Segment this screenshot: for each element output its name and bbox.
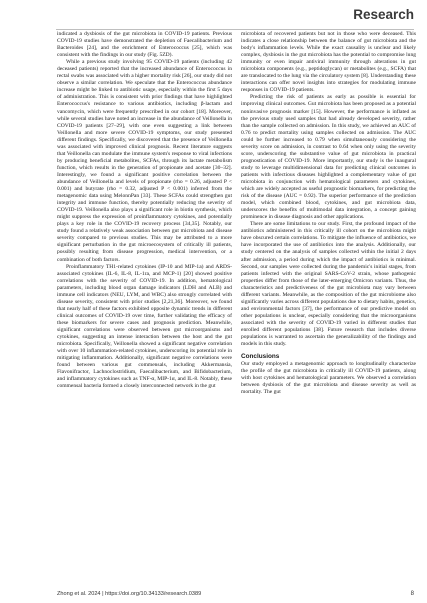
paragraph: indicated a dysbiosis of the gut microbiota in COVID-19 patients. Previous COVID-19 studies have demonstrated the depletion of Faecalibacterium and Bacteroides [24], and the enrichment of Enterococcus [25], which was consistent with the findings in our study (Fig. 5ZD). [57,31,232,59]
section-label: Research [353,7,414,22]
doi-citation-link[interactable]: Zhong et al. 2024 | https://doi.org/10.34133/research.0389 [57,591,202,597]
conclusions-heading: Conclusions [241,353,280,361]
paragraph: Our study employed a metagenomic approach to longitudinally characterize the profile of the gut microbiota in critically ill COVID-19 patients, along with host cytokines and hematological parameters. We observed a correlation between dysbiosis of the gut microbiota and disease severity as well as mortality. The gut [241,361,416,396]
right-column [241,31,416,396]
left-column [57,31,232,390]
header-rule [56,29,414,30]
paragraph: Proinflammatory TH1-related cytokines (IP-10 and MIP-1a) and ARDS-associated cytokines (IL-6, IL-8, IL-1ra, and MCP-1) [20] showed positive correlations with the severity of COVID-19. In addition, hematological parameters, including blood organ damage indicators (LDH and ALB) and immune cell indicators (NEU, LYM, and WBC) also strongly correlated with disease severity, consistent with prior studies [2,21,36]. Moreover, we found that nearly half of these factors exhibited opposite dynamic trends in different clinical outcomes of COVID-19 over time, further validating the efficacy of these biomarkers for severe cases and prognosis prediction. Meanwhile, significant correlations were observed between gut microorganisms and cytokines, suggesting an intense interaction between the host and the gut microbiota. Specifically, Veillonella showed a significant negative correlation with over 10 inflammation-related cytokines, underscoring its potential role in mitigating inflammation. Additionally, significant negative correlations were found between various gut commensals, including Akkermansia, Flavonifractor, Lachnoclostridium, Faecalibacterium, and Bifidobacterium, and inflammatory cytokines such as TNF-α, MIP-1α, and IL-8. Notably, these commensal bacteria formed a closely interconnected network in the gut [57,263,232,390]
paragraph: Predicting the risk of patients as early as possible is essential for improving clinical outcomes. Gut microbiota has been proposed as a potential noninvasive prognosis marker [15]. However, the performance is inflated as the previous study used samples that had already developed severity, rather than the sample collected on admission. In this study, we achieved an AUC of 0.76 to predict mortality using samples collected on admission. The AUC could be further increased to 0.79 when simultaneously considering the severity score on admission, in contrast to 0.64 when only using the severity score, underscoring the substantive value of gut microbiota in practical prognostication of COVID-19. More importantly, our study is the inaugural study to leverage multidimensional data for predicting clinical outcomes in patients with infectious diseases highlighted a complementary value of gut microbiota in conjunction with hematological parameters and cytokines, which are widely accepted as useful prognostic biomarkers, for predicting the risk of the disease (AUC = 0.92). The superior performance of the prediction model, which combined blood, cytokines, and gut microbiota data, underscores the benefits of multimodal data integration, a concept gaining prominence in disease diagnosis and other applications. [241,94,416,221]
page-number: 8 [410,591,414,597]
paragraph: While a previous study involving 95 COVID-19 patients (including 42 deceased patients) reported that the increased abundance of Enterococcus in rectal swabs was associated with a higher mortality risk [26], our study did not observe a similar correlation. We speculate that the Enterococcus abundance increase might be linked to antibiotic usage, especially within the first 5 days of administration. This is consistent with prior findings that have highlighted Enterococcus's resistance to various antibiotics, including β-lactam and vancomycin, which were frequently prescribed in our cohort [18]. Moreover, while several studies have noted an increase in the abundance of Veillonella in COVID-19 patients [27–29], with one even suggesting a link between Veillonella and more severe COVID-19 symptoms, our study presented different findings. Specifically, we discovered that the presence of Veillonella was associated with improved clinical prognosis. Recent literature suggests that Veillonella can modulate the immune system's response to viral infections by producing beneficial metabolites, SCFAs, through its lactate metabolism function, which results in the generation of propionate and acetate [30–32]. Interestingly, we found a significant positive correlation between the abundance of Veillonella and levels of propionate (rho = 0.26, adjusted P < 0.001) and butyrate (rho = 0.32, adjusted P < 0.001) inferred from the metagenomic data using MelonnPan [33]. These SCFAs could strengthen gut integrity and immune function, thereby potentially reducing the severity of COVID-19. Veillonella also plays a significant role in biotin synthesis, which might suppress the expression of proinflammatory cytokines, and potentially plays a key role in the COVID-19 recovery process [34,35]. Notably, our study found a relatively weak association between gut microbiota and disease severity compared to previous studies. This may be attributed to a more significant perturbation in the gut microecosystem of critically ill patients, possibly resulting from disease progression, medical intervention, or a combination of both factors. [57,59,232,263]
paragraph: There are some limitations to our study. First, the profound impact of the antibiotics administered in this critically ill cohort on the microbiota might have obscured certain correlations. To mitigate the influence of antibiotics, we have incorporated the use of antibiotics into the analysis. Additionally, our study centered on the analysis of samples collected within the initial 2 days after admission, a period during which the impact of antibiotics is minimal. Second, our samples were collected during the pandemic's initial stages, from patients infected with the original SARS-CoV-2 strain, whose pathogenic properties differ from those of the later-emerging Omicron variants. Thus, the characteristics and predictiveness of the gut microbiota may vary between different variants. Meanwhile, as the composition of the gut microbiome also significantly varies across different populations due to dietary habits, genetics, and environmental factors [37], the performance of our predictive model on other populations is unclear, especially considering that the microorganisms associated with the severity of COVID-19 varied in different studies that enrolled different populations [38]. Future research that includes diverse populations is warranted to ascertain the generalizability of the findings and models in this study. [241,221,416,348]
paragraph: microbiota of recovered patients but not in those who were deceased. This indicates a close relationship between the balance of gut microbiota and the body's inflammation levels. While the exact causality is unclear and likely complex, dysbiosis in the gut microbiota has the potential to compromise lung immunity or even impair antiviral immunity through alterations in gut microbiota components (e.g., peptidoglycan) or metabolites (e.g., SCFA) that are translocated to the lung via the circulatory system [8]. Understanding these interactions can offer novel insights into strategies for modulating immune responses in COVID-19 patients. [241,31,416,94]
